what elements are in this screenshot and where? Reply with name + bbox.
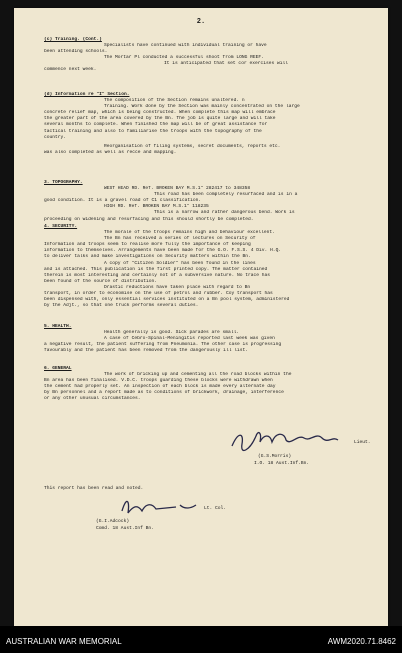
section-general bbox=[44, 366, 368, 403]
text-line: good condition. It is a gravel road of C1 classification. bbox=[44, 198, 202, 204]
text-line: Drastic reductions have taken place with regard to Bn bbox=[104, 284, 251, 290]
section-heading: 6. GENERAL bbox=[44, 366, 72, 371]
text-line: The morale of the troops remains high and behaviour excellent. bbox=[104, 230, 275, 236]
text-line: Specialists have continued with individual training or have bbox=[104, 43, 267, 49]
text-line: therein is most interesting and certainly not of a subversive nature. No trace has bbox=[44, 272, 271, 278]
text-line: HIGH RD. Ref. BROKEN BAY M.S.1" 118235 bbox=[104, 204, 209, 210]
text-line: was also completed as well as recce and mapping. bbox=[44, 149, 177, 155]
text-line: several months to complete. When finished the map will be of great assistance for bbox=[44, 122, 268, 128]
text-line: favourably and the patient has been removed from the dangerously ill list. bbox=[44, 348, 248, 354]
text-line: information to themselves. Arrangements have been made for the G.O. F.S.S. 4 Div. H.Q. bbox=[44, 248, 282, 254]
footer-accession: AWM2020.71.8462 bbox=[327, 637, 396, 646]
lt-rank: Lieut. bbox=[354, 440, 371, 445]
text-line: Information and troops seem to realise more fully the importance of keeping bbox=[44, 242, 251, 248]
text-line: to deliver talks and make investigations on Security matters within the Bn. bbox=[44, 254, 251, 260]
read-note: This report has been read and noted. bbox=[44, 486, 144, 491]
text-line: Health generally is good. Sick parades are small. bbox=[104, 330, 240, 336]
text-line: a negative result, the patient suffering from Pneumonia. The other case is progressing bbox=[44, 342, 282, 348]
section-intelligence bbox=[44, 92, 368, 156]
page-number: 2. bbox=[196, 18, 206, 26]
footer-source: AUSTRALIAN WAR MEMORIAL bbox=[6, 637, 122, 646]
co-name: (G.I.Adcock) bbox=[96, 519, 130, 524]
text-line: This is a narrow and rather dangerous bend. Work is bbox=[154, 210, 295, 216]
section-health bbox=[44, 324, 368, 354]
text-line: transport, in order to economise on the use of petrol and rubber. Coy transport has bbox=[44, 291, 273, 297]
document-page bbox=[14, 8, 388, 626]
section-topography bbox=[44, 180, 368, 223]
text-line: by Bn personnel and a report made as to conditions of brickwork, drainage, interference bbox=[44, 390, 284, 396]
handwritten-signature-lt bbox=[228, 428, 348, 454]
section-heading: 5. HEALTH. bbox=[44, 324, 72, 329]
text-line: commence next week. bbox=[44, 67, 97, 73]
text-line: This road has been completely resurfaced and is in a bbox=[154, 192, 298, 198]
text-line: It is anticipated that set cor exercises will bbox=[164, 61, 289, 67]
text-line: The work of bricking up and cementing all the road blocks within the bbox=[104, 372, 292, 378]
text-line: the greater part of the area covered by the Bn. The job is quite large and will take bbox=[44, 116, 276, 122]
text-line: Training. Work done by the Section was mainly concentrated on the large bbox=[104, 104, 300, 110]
lt-unit: I.O. 18 Aust.Inf.Bn. bbox=[254, 461, 310, 466]
section-security bbox=[44, 224, 368, 309]
text-line: tactical training and also to familiarise the troops with the topography of the bbox=[44, 128, 262, 134]
text-line: The composition of the Section remains unaltered. n bbox=[104, 98, 245, 104]
text-line: been found of the source of distribution. bbox=[44, 278, 158, 284]
text-line: proceeding on widening and resurfacing and this should shortly be completed. bbox=[44, 216, 254, 222]
text-line: concrete relief map, which is being constructed. When complete this map will embrace bbox=[44, 110, 276, 116]
co-rank: Lt. Col. bbox=[204, 506, 227, 511]
text-line: Reorganisation of filing systems, secret documents, reports etc. bbox=[104, 143, 281, 149]
section-heading: (c) Training. (Cont.) bbox=[44, 37, 102, 42]
text-line: and is attached. This publication is the first printed copy. The matter contained bbox=[44, 266, 268, 272]
text-line: been dispensed with, only essential services instituted on a Bn pool system, administered bbox=[44, 297, 290, 303]
text-line: The Mortar Pl conducted a successful shoot from LONG REEF. bbox=[104, 55, 264, 61]
text-line: country. bbox=[44, 134, 67, 140]
text-line: been attending schools. bbox=[44, 49, 108, 55]
handwritten-signature-co bbox=[116, 495, 216, 519]
footer-bar bbox=[0, 626, 402, 653]
text-line: The Bn has received a series of lectures on Security of bbox=[104, 236, 256, 242]
text-line: Bn area has been finalised. V.D.C. troops guarding these blocks were withdrawn when bbox=[44, 378, 273, 384]
co-unit: Comd. 18 Aust.Inf Bn. bbox=[96, 526, 154, 531]
text-line: WEST HEAD RD. Ref. BROKEN BAY M.S.1" 282417 to 348358 bbox=[104, 186, 251, 192]
text-line: by the Adjt., so that one truck performs several duties. bbox=[44, 303, 199, 309]
lt-name: (G.S.Morris) bbox=[258, 454, 292, 459]
section-training bbox=[44, 37, 368, 74]
section-heading: 4. SECURITY. bbox=[44, 224, 78, 229]
section-heading: (d) Information re "I" Section. bbox=[44, 92, 130, 97]
text-line: the cement had properly set. An inspection of each block is made every alternate day bbox=[44, 384, 276, 390]
section-heading: 3. TOPOGRAPHY. bbox=[44, 180, 83, 185]
text-line: or any other unusual circumstances. bbox=[44, 396, 141, 402]
text-line: A case of Cebro-Spinal-Meningitis reported last week was given bbox=[104, 336, 275, 342]
text-line: A copy of "Citizen Soldier" has been found in the lines bbox=[104, 260, 256, 266]
